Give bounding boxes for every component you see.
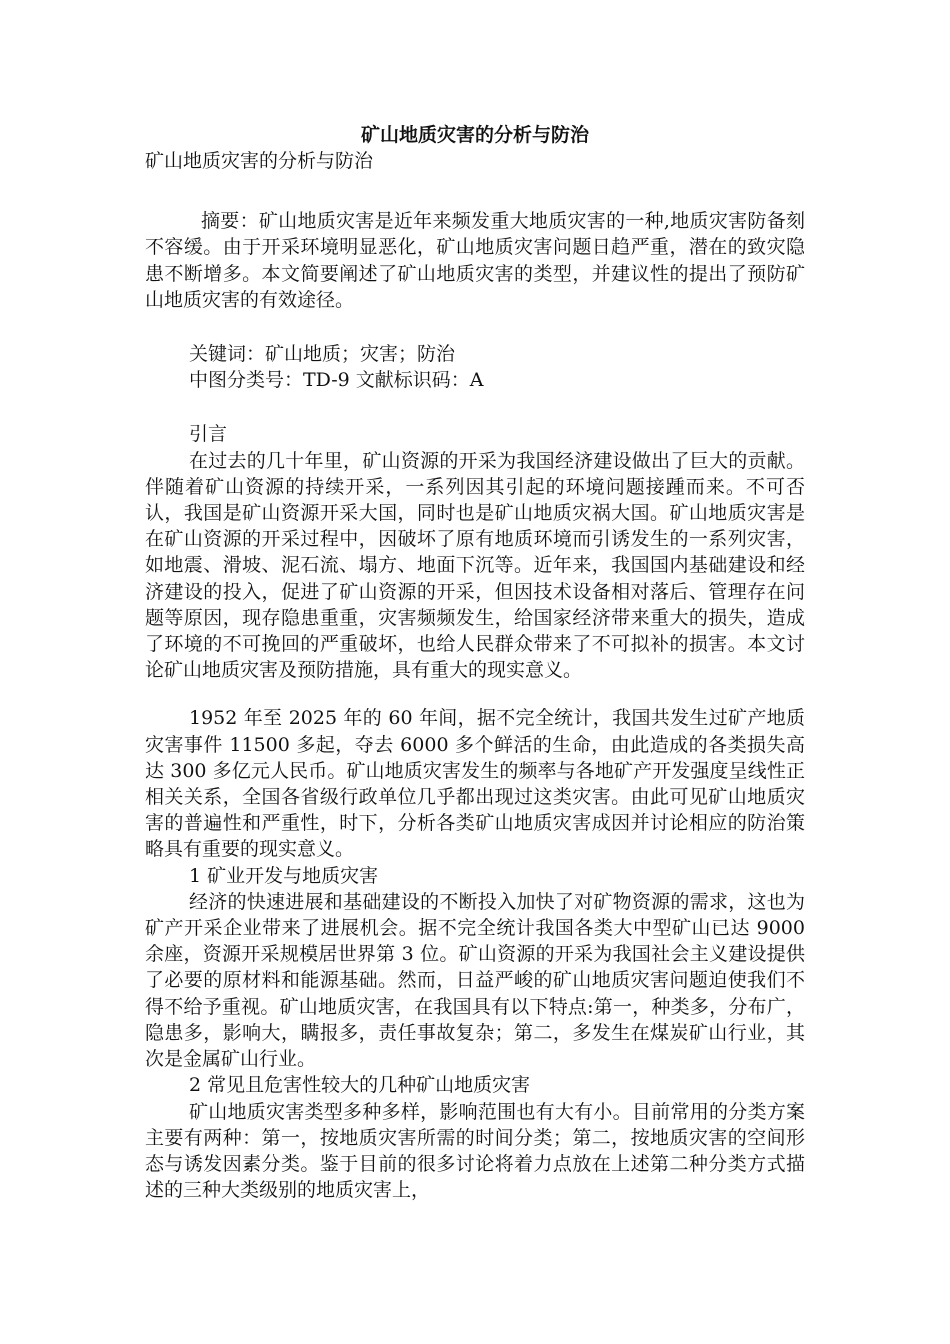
- abstract-paragraph: 摘要：矿山地质灾害是近年来频发重大地质灾害的一种,地质灾害防备刻不容缓。由于开采环境明显恶化，矿山地质灾害问题日趋严重，潜在的致灾隐患不断增多。本文简要阐述了矿山地质灾害的类型，并建议性的提出了预防矿山地质灾害的有效途径。: [145, 210, 805, 311]
- statistics-paragraph: 1952 年至 2025 年的 60 年间，据不完全统计，我国共发生过矿产地质灾害事件 11500 多起，夺去 6000 多个鲜活的生命，由此造成的各类损失高达 300 多亿元人民币。矿山地质灾害发生的频率与各地矿产开发强度呈线性正相关关系，全国各省级行政单位几乎都出现过这类灾害。由此可见矿山地质灾害的普遍性和严重性，时下，分析各类矿山地质灾害成因并讨论相应的防治策略具有重要的现实意义。: [145, 707, 805, 861]
- document-subtitle: 矿山地质灾害的分析与防治: [145, 150, 374, 172]
- classification-line: 中图分类号：TD-9 文献标识码：A: [189, 369, 484, 392]
- document-title: 矿山地质灾害的分析与防治: [360, 124, 589, 146]
- section-2-paragraph: 矿山地质灾害类型多种多样，影响范围也有大有小。目前常用的分类方案主要有两种：第一，按地质灾害所需的时间分类；第二，按地质灾害的空间形态与诱发因素分类。鉴于目前的很多讨论将着力点放在上述第二种分类方式描述的三种大类级别的地质灾害上，: [145, 1100, 805, 1202]
- keywords-line: 关键词：矿山地质；灾害；防治: [189, 343, 456, 366]
- section-2-heading: 2 常见且危害性较大的几种矿山地质灾害: [189, 1074, 531, 1097]
- spacer: [145, 393, 805, 421]
- intro-heading: 引言: [189, 423, 228, 446]
- section-1-heading: 1 矿业开发与地质灾害: [189, 864, 379, 887]
- spacer: [145, 174, 805, 208]
- intro-paragraph: 在过去的几十年里，矿山资源的开采为我国经济建设做出了巨大的贡献。伴随着矿山资源的持续开采，一系列因其引起的环境问题接踵而来。不可否认，我国是矿山资源开采大国，同时也是矿山地质灾祸大国。矿山地质灾害是在矿山资源的开采过程中，因破坏了原有地质环境而引诱发生的一系列灾害，如地震、滑坡、泥石流、塌方、地面下沉等。近年来，我国国内基础建设和经济建设的投入，促进了矿山资源的开采，但因技术设备相对落后、管理存在问题等原因，现存隐患重重，灾害频频发生，给国家经济带来重大的损失，造成了环境的不可挽回的严重破坏，也给人民群众带来了不可拟补的损害。本文讨论矿山地质灾害及预防措施，具有重大的现实意义。: [145, 449, 805, 682]
- document-page: [145, 122, 805, 1203]
- spacer: [145, 683, 805, 705]
- spacer: [145, 313, 805, 341]
- section-1-paragraph: 经济的快速进展和基础建设的不断投入加快了对矿物资源的需求，这也为矿产开采企业带来了进展机会。据不完全统计我国各类大中型矿山已达 9000 余座，资源开采规模居世界第 3 位。矿山资源的开采为我国社会主义建设提供了必要的原材料和能源基础。然而，日益严峻的矿山地质灾害问题迫使我们不得不给予重视。矿山地质灾害，在我国具有以下特点:第一，种类多，分布广，隐患多，影响大，瞒报多，责任事故复杂；第二，多发生在煤炭矿山行业，其次是金属矿山行业。: [145, 890, 805, 1071]
